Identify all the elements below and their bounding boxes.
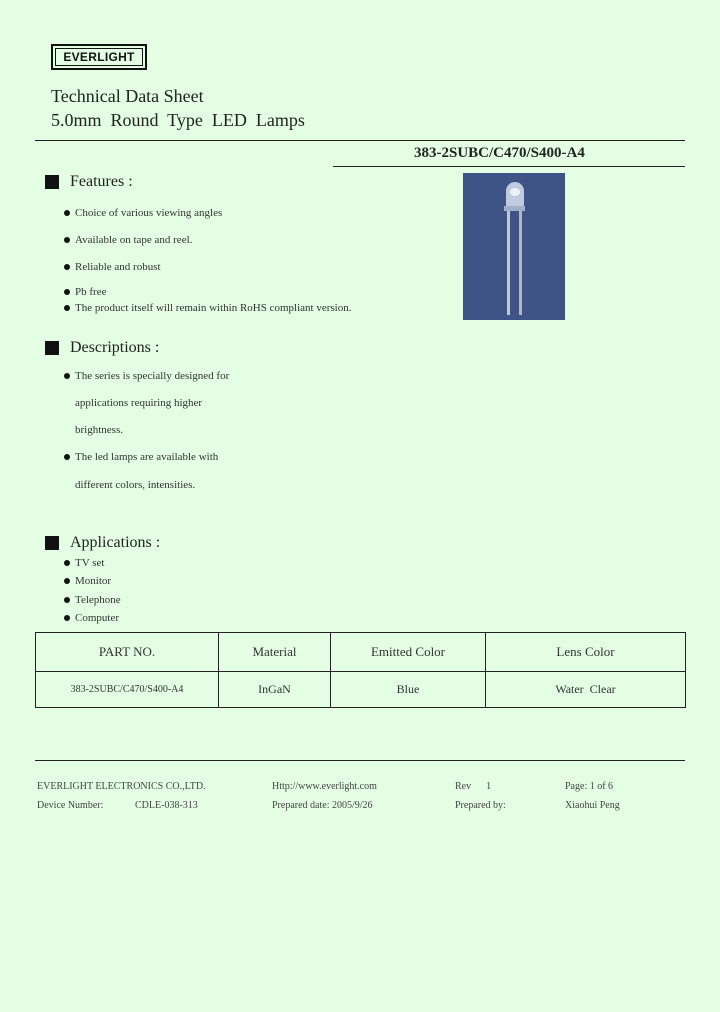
bullet-dot-icon xyxy=(64,210,70,216)
descriptions-heading-label: Descriptions : xyxy=(70,339,160,356)
document-title: Technical Data Sheet xyxy=(51,86,204,106)
footer-page: Page: 1 of 6 xyxy=(565,781,614,792)
descriptions-heading xyxy=(45,339,159,357)
features-heading-label: Features : xyxy=(70,173,133,190)
footer-prepared-date: Prepared date: 2005/9/26 xyxy=(272,800,373,811)
cell-material: InGaN xyxy=(219,672,331,708)
part-number-heading: 383-2SUBC/C470/S400-A4 xyxy=(414,145,585,161)
footer-device-number: CDLE-038-313 xyxy=(135,800,198,811)
column-header-material: Material xyxy=(219,633,331,672)
bullet-dot-icon xyxy=(64,237,70,243)
document-subtitle: 5.0mm Round Type LED Lamps xyxy=(51,110,305,130)
application-item: Telephone xyxy=(64,594,121,606)
application-item: TV set xyxy=(64,557,104,569)
bullet-dot-icon xyxy=(64,597,70,603)
bullet-dot-icon xyxy=(64,615,70,621)
led-lamp-icon xyxy=(463,173,565,320)
part-number-underline xyxy=(333,166,685,167)
description-line: different colors, intensities. xyxy=(75,479,196,491)
applications-heading-label: Applications : xyxy=(70,534,161,551)
application-item: Monitor xyxy=(64,575,111,587)
column-header-emitted-color: Emitted Color xyxy=(331,633,486,672)
spec-table xyxy=(35,632,686,708)
bullet-dot-icon xyxy=(64,560,70,566)
bullet-dot-icon xyxy=(64,373,70,379)
application-item: Computer xyxy=(64,612,119,624)
bullet-dot-icon xyxy=(64,264,70,270)
square-bullet-icon xyxy=(45,175,59,189)
footer-website[interactable]: Http://www.everlight.com xyxy=(272,781,377,792)
logo-text: EVERLIGHT xyxy=(55,48,143,66)
header-divider xyxy=(35,140,685,141)
description-item: The series is specially designed for xyxy=(64,370,229,382)
features-item: Choice of various viewing angles xyxy=(64,207,222,219)
bullet-dot-icon xyxy=(64,578,70,584)
description-line: applications requiring higher xyxy=(75,397,203,409)
bullet-dot-icon xyxy=(64,289,70,295)
features-item: The product itself will remain within RoHS compliant version. xyxy=(64,302,351,314)
cell-lens-color: Water Clear xyxy=(486,672,686,708)
everlight-logo xyxy=(51,44,147,70)
led-product-photo xyxy=(463,173,565,320)
footer-prepared-by-label: Prepared by: xyxy=(455,800,506,811)
footer-rev: Rev 1 xyxy=(455,781,492,792)
footer-divider xyxy=(35,760,685,761)
table-header-row xyxy=(36,633,686,672)
footer-company: EVERLIGHT ELECTRONICS CO.,LTD. xyxy=(37,781,206,792)
column-header-part-no: PART NO. xyxy=(36,633,219,672)
footer-device-number-label: Device Number: xyxy=(37,800,104,811)
column-header-lens-color: Lens Color xyxy=(486,633,686,672)
cell-part-no: 383-2SUBC/C470/S400-A4 xyxy=(36,672,219,708)
features-item: Available on tape and reel. xyxy=(64,234,192,246)
features-heading xyxy=(45,173,133,191)
features-item: Reliable and robust xyxy=(64,261,161,273)
applications-heading xyxy=(45,534,160,552)
footer-prepared-by: Xiaohui Peng xyxy=(565,800,620,811)
square-bullet-icon xyxy=(45,536,59,550)
bullet-dot-icon xyxy=(64,454,70,460)
bullet-dot-icon xyxy=(64,305,70,311)
features-item: Pb free xyxy=(64,286,106,298)
table-row xyxy=(36,672,686,708)
cell-emitted-color: Blue xyxy=(331,672,486,708)
square-bullet-icon xyxy=(45,341,59,355)
description-item: The led lamps are available with xyxy=(64,451,218,463)
description-line: brightness. xyxy=(75,424,123,436)
